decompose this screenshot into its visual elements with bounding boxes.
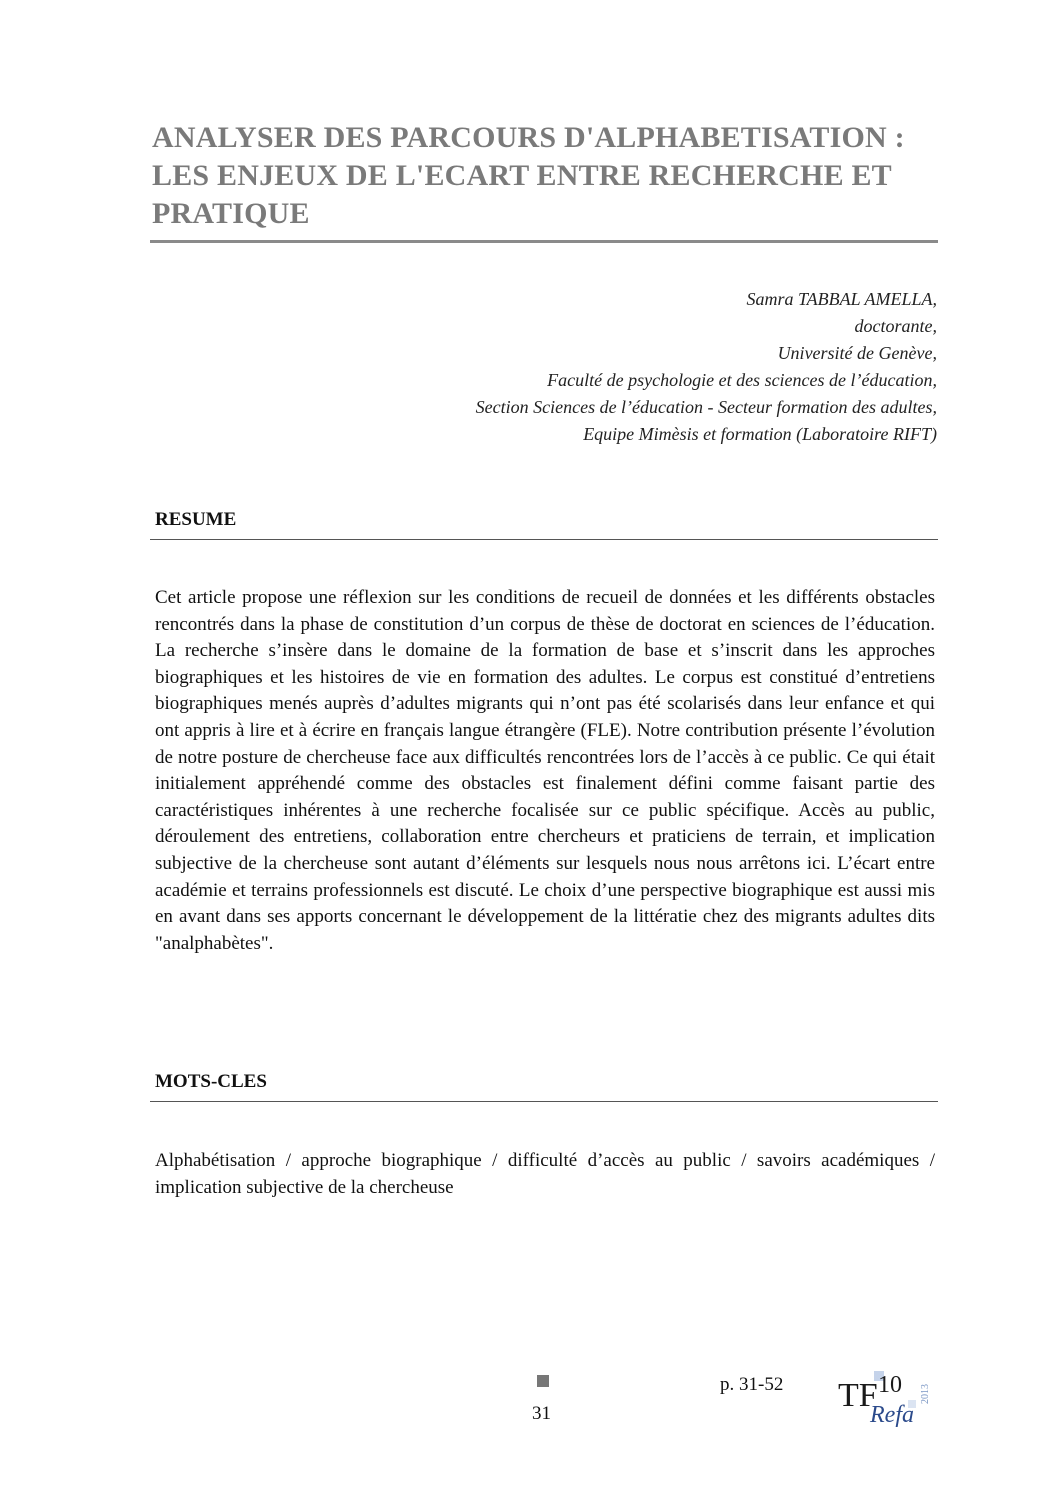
logo-letters: TF bbox=[838, 1377, 878, 1414]
abstract-text: Cet article propose une réflexion sur les conditions de recueil de données et les différents obstacles rencontrés dans la phase de constitution d’un corpus de thèse de doctorat en sciences de l’éducation. La recherche s’insère dans le domaine de la formation de base et s’inscrit dans les approches biographiques et les histoires de vie en formation des adultes. Le corpus est constitué d’entretiens biographiques menés auprès d’adultes migrants qui n’ont pas été scolarisés dans leur enfance et qui ont appris à lire et à écrire en français langue étrangère (FLE). Notre contribution présente l’évolution de notre posture de chercheuse face aux difficultés rencontrées lors de l’accès à ce public. Ce qui était initialement appréhendé comme des obstacles est finalement défini comme faisant partie des caractéristiques inhérentes à une recherche focalisée sur ce public spécifique. Accès au public, déroulement des entretiens, collaboration entre chercheurs et praticiens de terrain, et implication subjective de la chercheuse sont autant d’éléments sur lesquels nous nous arrêtons ici. L’écart entre académie et terrains professionnels est discuté. Le choix d’une perspective biographique est aussi mis en avant dans ses apports concernant le développement de la littératie chez des migrants adultes dits "analphabètes". bbox=[155, 587, 935, 954]
logo-script: Refa bbox=[870, 1402, 914, 1428]
page-range: p. 31-52 bbox=[720, 1374, 784, 1395]
resume-heading: RESUME bbox=[155, 509, 237, 530]
keywords-heading: MOTS-CLES bbox=[155, 1071, 267, 1092]
logo-number: 10 bbox=[878, 1372, 902, 1398]
logo-year: 2013 bbox=[920, 1384, 931, 1404]
title-divider bbox=[150, 240, 938, 243]
author-university: Université de Genève, bbox=[777, 343, 937, 363]
author-faculty: Faculté de psychologie et des sciences de l’éducation, bbox=[547, 370, 937, 390]
author-team: Equipe Mimèsis et formation (Laboratoire RIFT) bbox=[583, 424, 937, 444]
title-line-3: PRATIQUE bbox=[152, 197, 310, 230]
title-line-2: LES ENJEUX DE L'ECART ENTRE RECHERCHE ET bbox=[152, 159, 892, 192]
article-title bbox=[152, 119, 942, 233]
author-affiliation bbox=[476, 286, 937, 448]
author-section: Section Sciences de l’éducation - Secteur formation des adultes, bbox=[475, 397, 937, 417]
footer-square-marker bbox=[537, 1375, 549, 1387]
resume-divider bbox=[150, 539, 938, 540]
author-name: Samra TABBAL AMELLA, bbox=[746, 289, 937, 309]
author-role: doctorante, bbox=[854, 316, 937, 336]
title-line-1: ANALYSER DES PARCOURS D'ALPHABETISATION : bbox=[152, 121, 905, 154]
tfrefa-logo bbox=[838, 1368, 933, 1430]
keywords-text: Alphabétisation / approche biographique / difficulté d’accès au public / savoirs académiques / implication subjective de la chercheuse bbox=[155, 1150, 935, 1198]
page-number: 31 bbox=[532, 1403, 551, 1424]
keywords-divider bbox=[150, 1101, 938, 1102]
